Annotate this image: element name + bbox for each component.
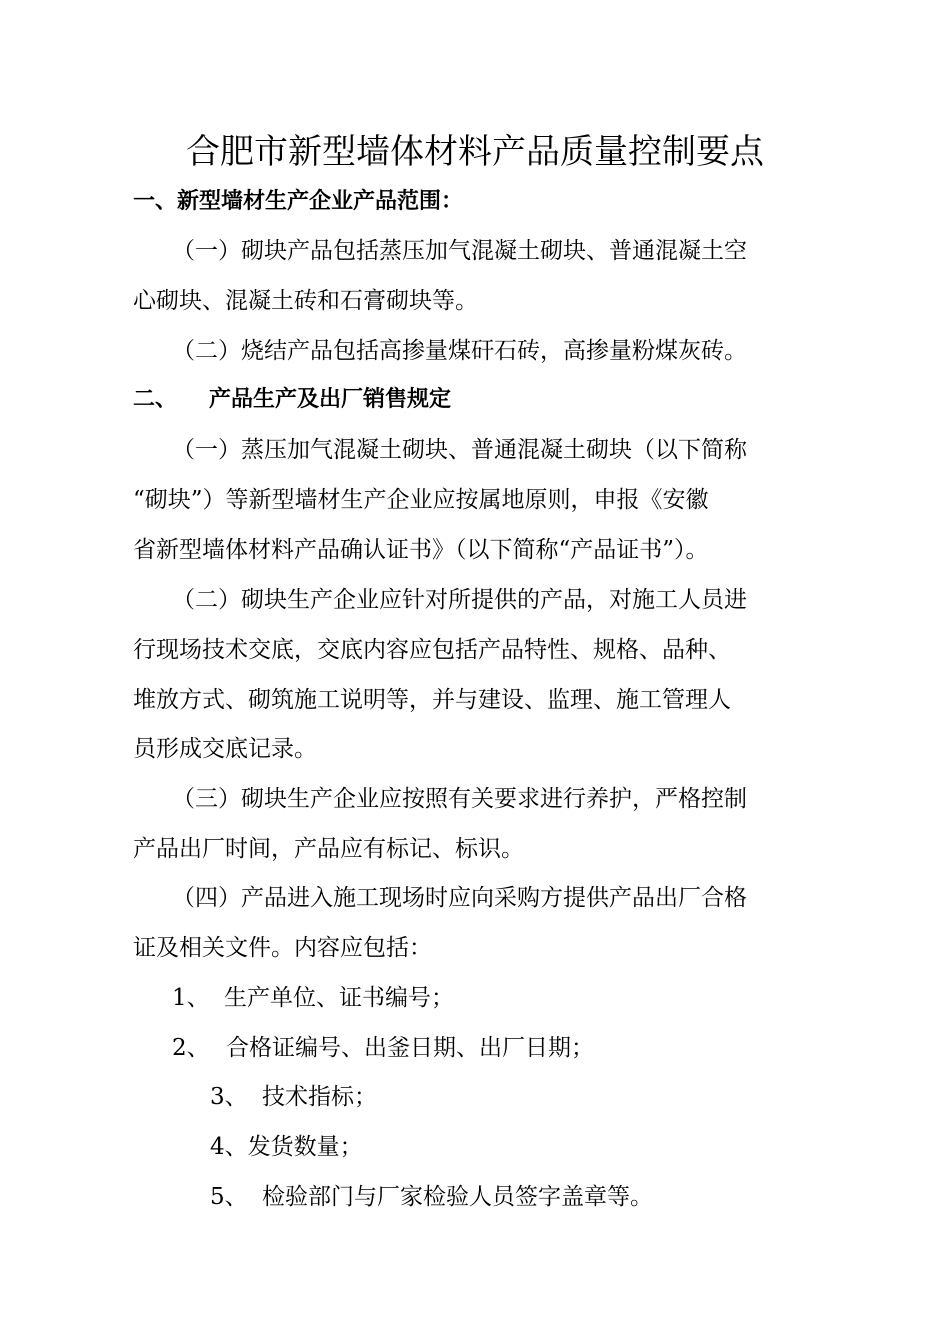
list-item: [210, 1180, 653, 1214]
section-2-para-1-line-2: “砌块”）等新型墙材生产企业应按属地原则，申报《安徽: [133, 487, 709, 513]
list-item-text: 生产单位、证书编号；: [224, 985, 454, 1011]
list-item-text: 检验部门与厂家检验人员签字盖章等。: [262, 1184, 653, 1210]
list-item-number: 5、: [210, 1184, 248, 1210]
section-2-para-3-line-2: 产品出厂时间，产品应有标记、标识。: [133, 836, 524, 862]
section-2-para-4-line-1: （四）产品进入施工现场时应向采购方提供产品出厂合格: [172, 885, 747, 911]
list-item-text: 合格证编号、出釜日期、出厂日期；: [226, 1035, 594, 1061]
list-item: [210, 1080, 377, 1114]
section-1-heading: 一、新型墙材生产企业产品范围：: [133, 189, 464, 214]
list-item-number: 4、: [210, 1134, 248, 1160]
section-2-para-2-line-2: 行现场技术交底，交底内容应包括产品特性、规格、品种、: [133, 637, 731, 663]
section-2-para-2-line-1: （二）砌块生产企业应针对所提供的产品，对施工人员进: [172, 587, 747, 613]
list-item: [210, 1130, 363, 1164]
list-item-number: 1、: [172, 985, 210, 1011]
section-2-para-2-line-4: 员形成交底记录。: [133, 736, 317, 762]
list-item-number: 3、: [210, 1084, 248, 1110]
section-2-para-3-line-1: （三）砌块生产企业应按照有关要求进行养护，严格控制: [172, 786, 747, 812]
section-1-para-2-line-1: （二）烧结产品包括高掺量煤矸石砖，高掺量粉煤灰砖。: [172, 338, 747, 364]
section-1-para-1-line-2: 心砌块、混凝土砖和石膏砌块等。: [133, 288, 478, 314]
section-2-heading-text: 产品生产及出厂销售规定: [209, 387, 452, 412]
list-item-text: 技术指标；: [262, 1084, 377, 1110]
document-title: 合肥市新型墙体材料产品质量控制要点: [186, 132, 764, 172]
section-2-para-1-line-1: （一）蒸压加气混凝土砌块、普通混凝土砌块（以下简称: [172, 437, 747, 463]
section-2-heading: [133, 384, 451, 416]
list-item-number: 2、: [172, 1035, 210, 1061]
section-2-para-2-line-3: 堆放方式、砌筑施工说明等，并与建设、监理、施工管理人: [133, 687, 731, 713]
section-2-para-1-line-3: 省新型墙体材料产品确认证书》（以下简称“产品证书”）。: [133, 537, 709, 563]
list-item: [172, 1031, 594, 1065]
list-item: [172, 981, 454, 1015]
section-2-para-4-line-2: 证及相关文件。内容应包括：: [133, 935, 432, 961]
list-item-text: 发货数量；: [247, 1134, 363, 1160]
section-1-para-1-line-1: （一）砌块产品包括蒸压加气混凝土砌块、普通混凝土空: [172, 238, 747, 264]
section-2-heading-number: 二、: [133, 387, 178, 412]
